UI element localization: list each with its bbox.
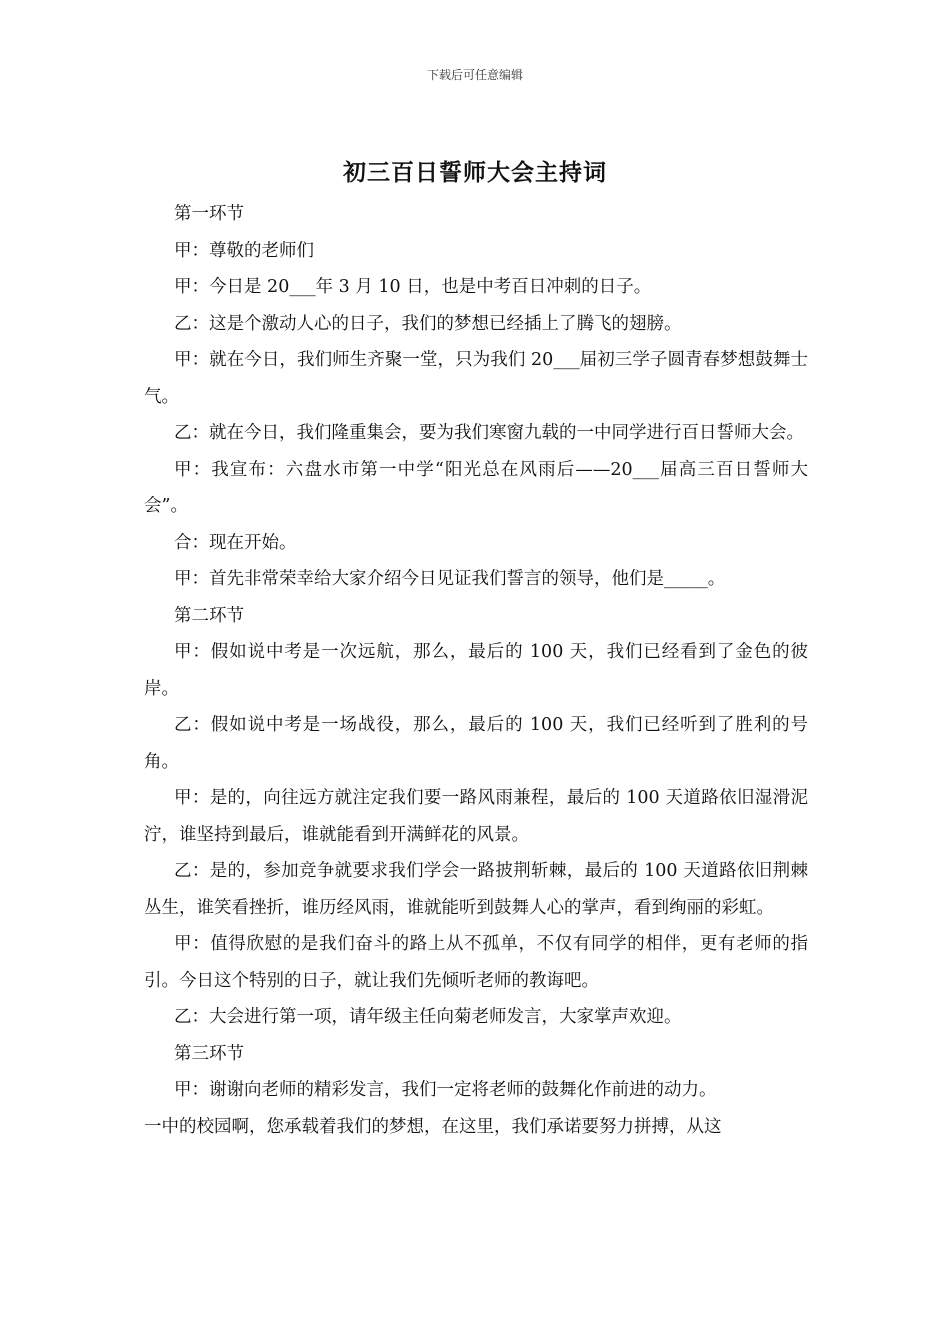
paragraph: 甲：谢谢向老师的精彩发言，我们一定将老师的鼓舞化作前进的动力。	[174, 1080, 717, 1100]
paragraph: 甲：假如说中考是一次远航，那么，最后的 100 天，我们已经看到了金色的彼岸。	[144, 642, 808, 699]
paragraph: 乙：这是个激动人心的日子，我们的梦想已经插上了腾飞的翅膀。	[174, 313, 682, 334]
paragraph: 甲：今日是 20___年 3 月 10 日，也是中考百日冲刺的日子。	[174, 277, 652, 297]
paragraph: 乙：假如说中考是一场战役，那么，最后的 100 天，我们已经听到了胜利的号角。	[144, 715, 808, 772]
paragraph: 一中的校园啊，您承载着我们的梦想，在这里，我们承诺要努力拼搏，从这	[144, 1116, 722, 1137]
paragraph: 乙：大会进行第一项，请年级主任向菊老师发言，大家掌声欢迎。	[174, 1007, 682, 1027]
paragraph: 合：现在开始。	[174, 532, 297, 553]
section-heading-2: 第二环节	[174, 605, 244, 626]
document-title: 初三百日誓师大会主持词	[343, 159, 607, 186]
paragraph: 甲：值得欣慰的是我们奋斗的路上从不孤单，不仅有同学的相伴，更有老师的指引。今日这个特别的日子，就让我们先倾听老师的教诲吧。	[144, 934, 808, 991]
paragraph: 甲：是的，向往远方就注定我们要一路风雨兼程，最后的 100 天道路依旧湿滑泥泞，谁坚持到最后，谁就能看到开满鲜花的风景。	[144, 788, 808, 845]
paragraph: 乙：是的，参加竞争就要求我们学会一路披荆斩棘，最后的 100 天道路依旧荆棘丛生，谁笑看挫折，谁历经风雨，谁就能听到鼓舞人心的掌声，看到绚丽的彩虹。	[144, 861, 808, 918]
paragraph: 甲：首先非常荣幸给大家介绍今日见证我们誓言的领导，他们是_____。	[174, 569, 726, 589]
document-body	[144, 196, 808, 1145]
section-heading-1: 第一环节	[174, 204, 244, 224]
paragraph: 甲：就在今日，我们师生齐聚一堂，只为我们 20___届初三学子圆青春梦想鼓舞士气。	[144, 350, 808, 407]
paragraph: 甲：我宣布：六盘水市第一中学“阳光总在风雨后——20___届高三百日誓师大会”。	[144, 459, 808, 516]
paragraph: 乙：就在今日，我们隆重集会，要为我们寒窗九载的一中同学进行百日誓师大会。	[174, 423, 804, 443]
page-header-note: 下载后可任意编辑	[426, 68, 523, 82]
paragraph: 甲：尊敬的老师们	[174, 240, 314, 261]
section-heading-3: 第三环节	[174, 1043, 244, 1064]
